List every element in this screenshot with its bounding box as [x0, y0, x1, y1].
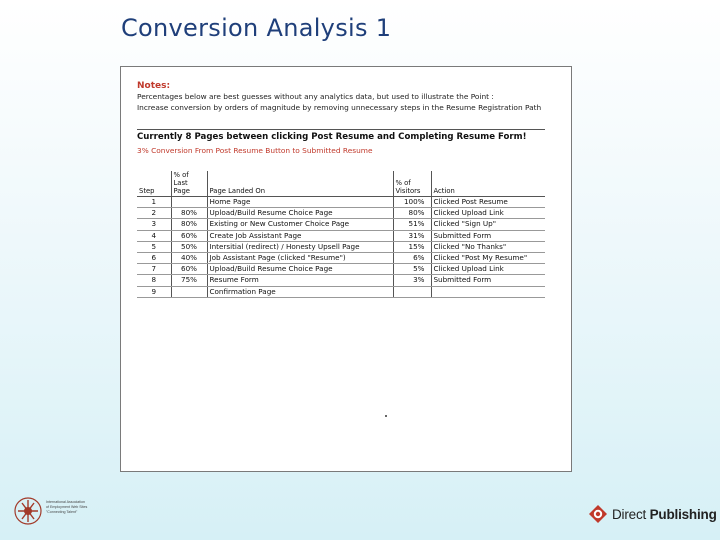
action-cell: Submitted Form — [431, 275, 545, 286]
brand-regular: Direct — [612, 506, 647, 522]
notes-title: Notes: — [137, 81, 171, 91]
divider — [137, 129, 545, 130]
pct-last-cell: 75% — [171, 275, 207, 286]
visitors-cell: 6% — [393, 252, 431, 263]
visitors-cell: 80% — [393, 208, 431, 219]
action-cell: Clicked Upload Link — [431, 208, 545, 219]
pct-last-cell — [171, 197, 207, 208]
step-cell: 6 — [137, 252, 171, 263]
stray-dot — [385, 415, 387, 417]
summary-heading: Currently 8 Pages between clicking Post Resume and Completing Resume Form! — [137, 132, 527, 142]
step-cell: 3 — [137, 219, 171, 230]
action-cell: Clicked "Sign Up" — [431, 219, 545, 230]
brand-name — [612, 507, 717, 522]
pct-last-cell: 50% — [171, 241, 207, 252]
pct-last-cell: 60% — [171, 264, 207, 275]
action-cell: Clicked "Post My Resume" — [431, 252, 545, 263]
step-cell: 2 — [137, 208, 171, 219]
step-cell: 7 — [137, 264, 171, 275]
table-row — [137, 219, 545, 230]
direct-publishing-emblem-icon — [588, 504, 608, 524]
slide-title: Conversion Analysis 1 — [121, 14, 392, 42]
page-cell: Upload/Build Resume Choice Page — [207, 264, 393, 275]
table-row — [137, 197, 545, 208]
pct-last-cell: 60% — [171, 230, 207, 241]
page-cell: Create Job Assistant Page — [207, 230, 393, 241]
table-row — [137, 208, 545, 219]
step-cell: 8 — [137, 275, 171, 286]
notes-line: Percentages below are best guesses without any analytics data, but used to illustrate the Point : — [137, 92, 494, 101]
visitors-cell: 31% — [393, 230, 431, 241]
action-cell — [431, 286, 545, 297]
table-row — [137, 252, 545, 263]
header-page: Page Landed On — [207, 171, 393, 197]
summary-subheading: 3% Conversion From Post Resume Button to Submitted Resume — [137, 146, 373, 155]
visitors-cell: 5% — [393, 264, 431, 275]
page-cell: Intersitial (redirect) / Honesty Upsell Page — [207, 241, 393, 252]
pct-last-cell: 40% — [171, 252, 207, 263]
page-cell: Existing or New Customer Choice Page — [207, 219, 393, 230]
iaews-logo — [14, 494, 114, 530]
header-pct-last: % of Last Page — [171, 171, 207, 197]
pct-last-cell: 80% — [171, 208, 207, 219]
step-cell: 4 — [137, 230, 171, 241]
iaews-logo-text — [46, 500, 87, 515]
conversion-table — [137, 171, 545, 298]
iaews-line: of Employment Web Sites — [46, 505, 88, 509]
table-row — [137, 286, 545, 297]
table-row — [137, 241, 545, 252]
visitors-cell: 100% — [393, 197, 431, 208]
page-cell: Upload/Build Resume Choice Page — [207, 208, 393, 219]
header-visitors: % of Visitors — [393, 171, 431, 197]
table-row — [137, 230, 545, 241]
direct-publishing-logo — [588, 504, 717, 524]
table-row — [137, 275, 545, 286]
document-image — [120, 66, 572, 472]
iaews-emblem-icon — [14, 494, 44, 528]
action-cell: Clicked Post Resume — [431, 197, 545, 208]
pct-last-cell — [171, 286, 207, 297]
table-header-row — [137, 171, 545, 197]
visitors-cell: 15% — [393, 241, 431, 252]
page-cell: Job Assistant Page (clicked "Resume") — [207, 252, 393, 263]
visitors-cell: 51% — [393, 219, 431, 230]
visitors-cell: 3% — [393, 275, 431, 286]
step-cell: 5 — [137, 241, 171, 252]
brand-bold: Publishing — [649, 506, 717, 522]
header-step: Step — [137, 171, 171, 197]
notes-section — [137, 81, 567, 113]
iaews-line: "Connecting Talent" — [46, 510, 78, 514]
visitors-cell — [393, 286, 431, 297]
header-action: Action — [431, 171, 545, 197]
iaews-line: International Association — [46, 500, 85, 504]
action-cell: Clicked Upload Link — [431, 264, 545, 275]
step-cell: 9 — [137, 286, 171, 297]
table-row — [137, 264, 545, 275]
page-cell: Confirmation Page — [207, 286, 393, 297]
pct-last-cell: 80% — [171, 219, 207, 230]
action-cell: Clicked "No Thanks" — [431, 241, 545, 252]
page-cell: Resume Form — [207, 275, 393, 286]
step-cell: 1 — [137, 197, 171, 208]
notes-line: Increase conversion by orders of magnitude by removing unnecessary steps in the Resume Registration Path — [137, 103, 542, 112]
action-cell: Submitted Form — [431, 230, 545, 241]
page-cell: Home Page — [207, 197, 393, 208]
